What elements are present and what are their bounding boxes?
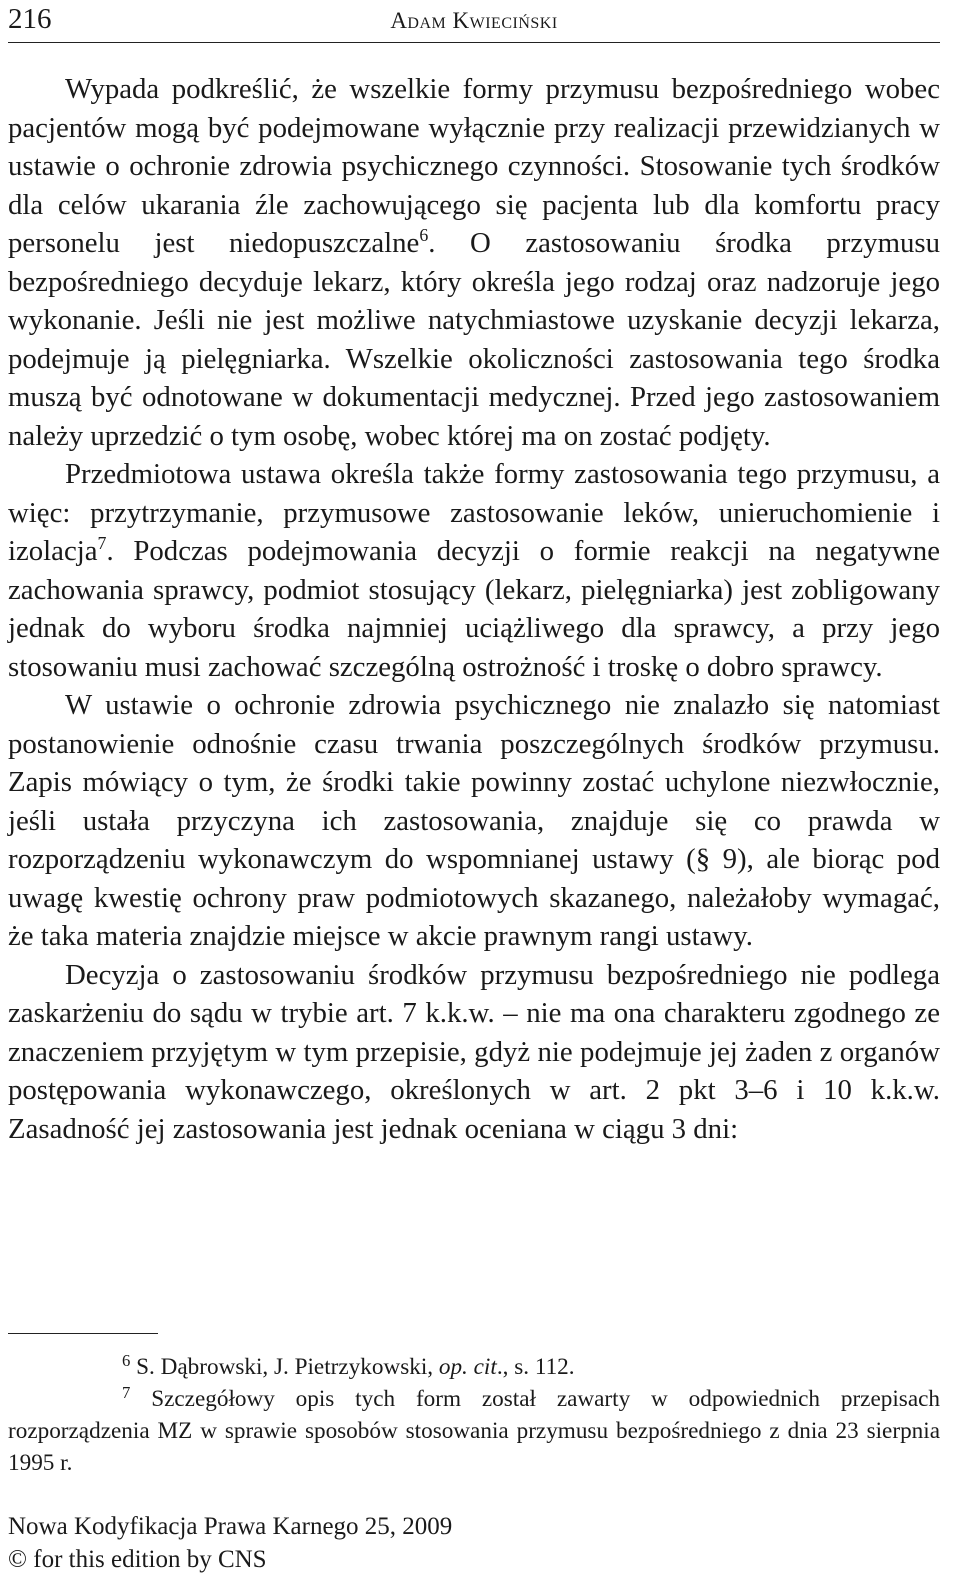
page-header [8,2,940,43]
footnotes [8,1351,940,1479]
footer-copyright: © for this edition by CNS [8,1546,267,1573]
footnote-ref-7[interactable]: 7 [97,532,107,553]
paragraph-1-text-b: . O zastosowaniu środka przymusu bezpośredniego decyduje lekarz, który określa jego rodzaj oraz nadzoruje jego wykonanie. Jeśli nie jest możliwe natychmiastowe uzyskanie decyzji lekarza, podejmuje ją pielęgniarka. Wszelkie okoliczności zastosowania tego środka muszą być odnotowane w dokumentacji medycznej. Przed jego zastosowaniem należy uprzedzić o tym osobę, wobec której ma on zostać podjęty. [8,227,940,452]
main-text [8,70,940,1148]
footer-journal: Nowa Kodyfikacja Prawa Karnego 25, 2009 [8,1513,453,1540]
paragraph-2 [8,455,940,686]
paragraph-2-text-b: . Podczas podejmowania decyzji o formie reakcji na negatywne zachowania sprawcy, podmiot stosujący (lekarz, pielęgniarka) jest zobligowany jednak do wyboru środka najmniej uciążliwego dla sprawcy, a przy jego stosowaniu musi zachować szczególną ostrożność i troskę o dobro sprawcy. [8,535,940,683]
paragraph-1 [8,70,940,455]
footnote-6-text-b: ., s. 112. [496,1354,575,1380]
footnote-ref-6[interactable]: 6 [419,224,429,245]
paragraph-4: Decyzja o zastosowaniu środków przymusu bezpośredniego nie podlega zaskarżeniu do sądu w trybie art. 7 k.k.w. – nie ma ona charakteru zgodnego ze znaczeniem przyjętym w tym przepisie, gdyż nie podejmuje jej żaden z organów postępowania wykonawczego, określonych w art. 2 pkt 3–6 i 10 k.k.w. Zasadność jej zastosowania jest jednak oceniana w ciągu 3 dni: [8,958,940,1145]
paragraph-1-text-a: Wypada podkreślić, że wszelkie formy przymusu bezpośredniego wobec pacjentów mogą być podejmowane wyłącznie przy realizacji przewidzianych w ustawie o ochronie zdrowia psychicznego czynności. Stosowanie tych środków dla celów ukarania źle zachowującego się pacjenta lub dla komfortu pracy personelu jest niedopuszczalne [8,73,940,259]
footnote-6-text-a: S. Dąbrowski, J. Pietrzykowski, [136,1354,439,1380]
footnote-7: 7 Szczegółowy opis tych form został zawarty w odpowiednich przepisach rozporządzenia MZ w sprawie sposobów stosowania przymusu bezpośredniego z dnia 23 sierpnia 1995 r. [8,1383,940,1476]
page-number: 216 [8,3,52,35]
page-footer [8,1510,452,1576]
footnote-7-text: Szczegółowy opis tych form został zawarty w odpowiednich przepisach rozporządzenia MZ w sprawie sposobów stosowania przymusu bezpośredniego z dnia 23 sierpnia 1995 r. [8,1386,940,1476]
paragraph-3: W ustawie o ochronie zdrowia psychicznego nie znalazło się natomiast postanowienie odnośnie czasu trwania poszczególnych środków przymusu. Zapis mówiący o tym, że środki takie powinny zostać uchylone niezwłocznie, jeśli ustała przyczyna ich zastosowania, znajduje się co prawda w rozporządzeniu wykonawczym do wspomnianej ustawy (§ 9), ale biorąc pod uwagę kwestię ochrony praw podmiotowych skazanego, należałoby wymagać, że taka materia znajdzie miejsce w akcie prawnym rangi ustawy. [8,689,940,952]
running-head-author: Adam Kwieciński [390,8,558,33]
footnote-separator [8,1333,158,1334]
paragraph-2-text-a: Przedmiotowa ustawa określa także formy zastosowania tego przymusu, a więc: przytrzymanie, przymusowe zastosowanie leków, unieruchomienie i izolacja [8,458,940,567]
footnote-6-italic: op. cit [438,1354,497,1380]
footnote-6: 6 S. Dąbrowski, J. Pietrzykowski, op. cit., s. 112. [122,1351,575,1380]
